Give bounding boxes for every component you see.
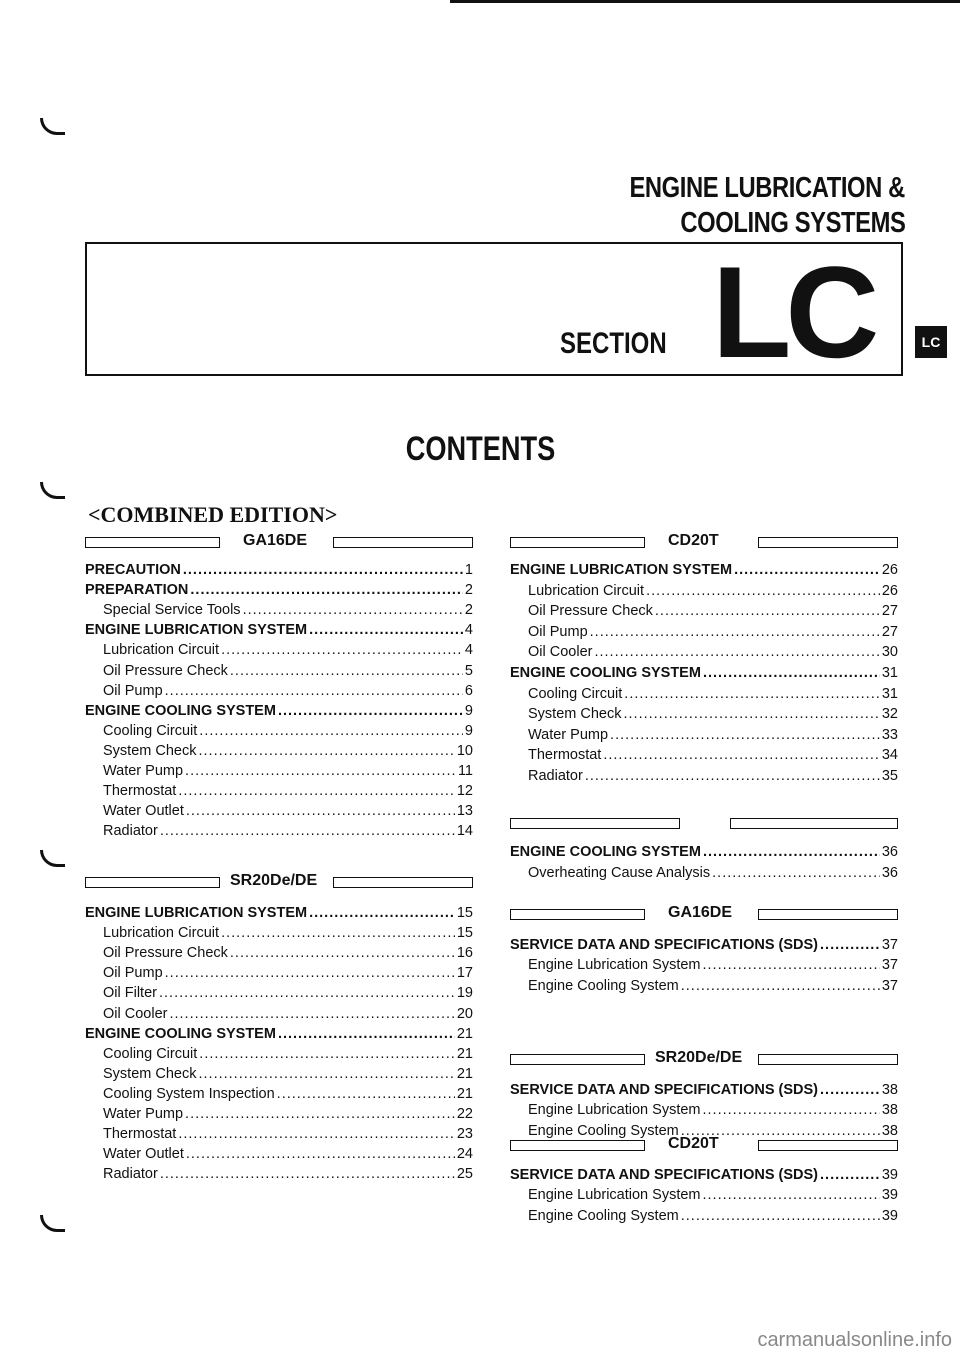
toc-entry[interactable] — [528, 745, 898, 765]
toc-group-header — [510, 1049, 898, 1069]
toc-page-number: 35 — [881, 768, 898, 784]
toc-page-number: 23 — [456, 1126, 473, 1143]
dot-leader — [820, 1080, 880, 1100]
dot-leader — [199, 1044, 455, 1064]
dot-leader — [190, 580, 463, 600]
toc-page-number: 36 — [881, 864, 898, 881]
toc-entry[interactable] — [103, 923, 473, 943]
contents-title: CONTENTS — [405, 430, 555, 468]
header-bar-right — [758, 1054, 898, 1065]
toc-entry[interactable] — [510, 1080, 898, 1100]
toc-entry[interactable] — [528, 725, 898, 745]
header-bar-right — [758, 537, 898, 548]
toc-entry[interactable] — [103, 801, 473, 821]
dot-leader — [221, 640, 463, 660]
dot-leader — [603, 745, 880, 765]
edition-label: <COMBINED EDITION> — [88, 502, 338, 527]
toc-entry-label: Oil Pump — [528, 623, 588, 640]
dot-leader — [594, 642, 879, 662]
toc-page-number: 9 — [464, 722, 473, 739]
toc-group-header — [510, 532, 898, 552]
header-bar-left — [510, 1140, 645, 1151]
toc-entry-label: Cooling System Inspection — [103, 1085, 275, 1102]
dot-leader — [198, 741, 454, 761]
top-rule — [450, 0, 960, 3]
dot-leader — [703, 842, 880, 862]
header-bar-left — [510, 1054, 645, 1065]
toc-entry-label: Cooling Circuit — [103, 1045, 198, 1062]
toc-entry-label: Water Outlet — [103, 1146, 184, 1163]
toc-entry[interactable] — [528, 1206, 898, 1226]
toc-entry-label: SERVICE DATA AND SPECIFICATIONS (SDS) — [510, 1082, 819, 1098]
toc-page-number: 19 — [456, 985, 473, 1002]
toc-entry-label: Cooling Circuit — [103, 722, 198, 739]
dot-leader — [185, 1104, 455, 1124]
toc-entry-label: ENGINE LUBRICATION SYSTEM — [85, 622, 308, 639]
toc-entry-label: Water Pump — [103, 763, 184, 779]
header-bar-left — [85, 877, 220, 888]
toc-group-header — [510, 1135, 898, 1155]
toc-entry-label: Engine Lubrication System — [528, 1102, 701, 1119]
toc-entry[interactable] — [103, 1004, 473, 1024]
toc-entry-label: Lubrication Circuit — [103, 642, 220, 659]
dot-leader — [703, 955, 880, 975]
dot-leader — [159, 983, 455, 1003]
toc-entry-label: Radiator — [103, 1166, 158, 1183]
toc-page-number: 21 — [456, 1065, 473, 1082]
toc-entry-label: Radiator — [103, 823, 158, 840]
toc-page-number: 38 — [881, 1102, 898, 1119]
toc-entry[interactable] — [528, 1185, 898, 1205]
toc-page-number: 31 — [881, 685, 898, 702]
toc-entry[interactable] — [103, 963, 473, 983]
toc-group-label: GA16DE — [243, 532, 308, 549]
toc-entry[interactable] — [103, 681, 473, 701]
toc-entry[interactable] — [103, 983, 473, 1003]
toc-entry[interactable] — [103, 1164, 473, 1184]
toc-entry-label: ENGINE COOLING SYSTEM — [85, 1025, 276, 1042]
toc-entry-label: ENGINE LUBRICATION SYSTEM — [85, 905, 308, 921]
toc-entry-label: Water Pump — [103, 1106, 184, 1122]
toc-entry[interactable] — [103, 1124, 473, 1144]
dot-leader — [183, 560, 463, 580]
toc-entry[interactable] — [103, 1104, 473, 1124]
toc-entry[interactable] — [103, 721, 473, 741]
toc-entry-label: Oil Pump — [103, 965, 163, 982]
toc-entry-label: ENGINE COOLING SYSTEM — [85, 702, 276, 719]
dot-leader — [243, 600, 463, 620]
toc-page-number: 24 — [456, 1146, 473, 1163]
toc-page-number: 37 — [881, 977, 898, 994]
toc-entry[interactable] — [103, 1064, 473, 1084]
binder-mark-icon — [40, 850, 65, 867]
header-bar-right — [333, 537, 473, 548]
toc-page-number: 9 — [464, 702, 473, 719]
toc-entry[interactable] — [103, 761, 473, 781]
dot-leader — [655, 601, 880, 621]
toc-page-number: 38 — [881, 1082, 898, 1098]
toc-page-number: 37 — [881, 937, 898, 953]
toc-entry-label: Oil Pressure Check — [103, 945, 228, 962]
dot-leader — [169, 1004, 454, 1024]
dot-leader — [624, 684, 880, 704]
toc-page-number: 25 — [456, 1166, 473, 1183]
toc-entry[interactable] — [528, 601, 898, 621]
toc-page-number: 5 — [464, 662, 473, 679]
toc-entry-label: Water Outlet — [103, 803, 184, 820]
toc-entry-label: System Check — [103, 1065, 197, 1082]
toc-entry-label: SERVICE DATA AND SPECIFICATIONS (SDS) — [510, 937, 819, 953]
toc-entry[interactable] — [85, 701, 473, 721]
dot-leader — [160, 821, 455, 841]
header-bar-right — [333, 877, 473, 888]
toc-group-header — [510, 904, 898, 924]
toc-entry-label: Thermostat — [103, 783, 177, 800]
header-bar-right — [730, 818, 898, 829]
toc-entry[interactable] — [103, 1084, 473, 1104]
toc-entry-label: Thermostat — [528, 747, 602, 764]
dot-leader — [277, 1084, 455, 1104]
toc-entry-label: Oil Cooler — [103, 1005, 168, 1022]
dot-leader — [165, 681, 463, 701]
toc-entry-label: Special Service Tools — [103, 602, 241, 619]
toc-entry[interactable] — [103, 741, 473, 761]
toc-entry[interactable] — [510, 560, 898, 580]
binder-mark-icon — [40, 482, 65, 499]
toc-entry-label: System Check — [103, 742, 197, 759]
contents-heading — [0, 430, 960, 469]
dot-leader — [590, 622, 880, 642]
toc-entry[interactable] — [528, 1100, 898, 1120]
toc-entry-label: Engine Cooling System — [528, 1122, 679, 1139]
section-title-line1: ENGINE LUBRICATION & — [629, 172, 905, 204]
toc-page-number: 30 — [881, 644, 898, 661]
dot-leader — [178, 781, 455, 801]
dot-leader — [278, 1024, 455, 1044]
toc-entry-label: PREPARATION — [85, 582, 189, 599]
dot-leader — [820, 935, 880, 955]
toc-entry-label: Overheating Cause Analysis — [528, 864, 711, 881]
toc-entry[interactable] — [103, 821, 473, 841]
toc-page-number: 21 — [456, 1085, 473, 1102]
toc-entry-label: Oil Pressure Check — [103, 662, 228, 679]
dot-leader — [199, 721, 463, 741]
toc-page-number: 38 — [881, 1122, 898, 1139]
toc-entry[interactable] — [85, 560, 473, 580]
toc-page-number: 34 — [881, 747, 898, 764]
toc-page-number: 27 — [881, 603, 898, 620]
toc-entry-label: Oil Filter — [103, 985, 157, 1002]
section-tab[interactable]: LC — [915, 326, 947, 358]
toc-entry-label: Oil Cooler — [528, 644, 593, 661]
toc-entry[interactable] — [528, 766, 898, 786]
section-code: LC — [712, 239, 874, 385]
toc-page-number: 1 — [464, 562, 473, 578]
toc-entry-label: Engine Cooling System — [528, 1207, 679, 1224]
section-title-line2: COOLING SYSTEMS — [679, 207, 905, 239]
header-bar-left — [85, 537, 220, 548]
toc-page-number: 20 — [456, 1005, 473, 1022]
toc-entry-label: Cooling Circuit — [528, 685, 623, 702]
toc-page-number: 39 — [881, 1187, 898, 1204]
toc-group-header — [85, 532, 473, 552]
toc-page-number: 39 — [881, 1167, 898, 1183]
dot-leader — [623, 704, 879, 724]
toc-entry[interactable] — [103, 600, 473, 620]
toc-page-number: 11 — [457, 763, 473, 779]
toc-entry[interactable] — [528, 955, 898, 975]
dot-leader — [186, 801, 455, 821]
toc-page-number: 2 — [464, 602, 473, 619]
toc-page-number: 26 — [881, 562, 898, 578]
dot-leader — [610, 725, 880, 745]
toc-group-label: SR20De/DE — [230, 872, 318, 889]
toc-page-number: 4 — [464, 622, 473, 639]
binder-mark-icon — [40, 118, 65, 135]
toc-entry-label: Water Pump — [528, 726, 609, 743]
toc-page-number: 33 — [881, 726, 898, 743]
dot-leader — [165, 963, 455, 983]
dot-leader — [712, 863, 880, 883]
dot-leader — [221, 923, 455, 943]
toc-entry[interactable] — [528, 581, 898, 601]
toc-page-number: 16 — [456, 945, 473, 962]
header-bar-left — [510, 909, 645, 920]
toc-page-number: 36 — [881, 844, 898, 860]
toc-entry[interactable] — [528, 704, 898, 724]
toc-entry-label: PRECAUTION — [85, 562, 181, 578]
toc-entry[interactable] — [510, 1165, 898, 1185]
toc-page-number: 17 — [456, 965, 473, 982]
toc-group-label: CD20T — [668, 532, 719, 549]
toc-entry-label: Thermostat — [103, 1126, 177, 1143]
toc-entry-label: SERVICE DATA AND SPECIFICATIONS (SDS) — [510, 1167, 819, 1183]
header-bar-right — [758, 1140, 898, 1151]
toc-entry-label: Engine Cooling System — [528, 977, 679, 994]
toc-entry-label: ENGINE LUBRICATION SYSTEM — [510, 562, 733, 578]
toc-page-number: 4 — [464, 642, 473, 659]
toc-entry-label: ENGINE COOLING SYSTEM — [510, 844, 701, 860]
toc-entry[interactable] — [103, 640, 473, 660]
toc-group-label: SR20De/DE — [655, 1049, 743, 1066]
dot-leader — [703, 663, 880, 683]
dot-leader — [309, 620, 463, 640]
toc-entry-label: Lubrication Circuit — [103, 925, 220, 942]
toc-entry[interactable] — [528, 976, 898, 996]
toc-entry[interactable] — [103, 781, 473, 801]
toc-entry-label: Radiator — [528, 768, 583, 784]
dot-leader — [646, 581, 880, 601]
toc-entry-label: System Check — [528, 706, 622, 723]
toc-entry[interactable] — [103, 1044, 473, 1064]
dot-leader — [185, 761, 456, 781]
dot-leader — [820, 1165, 880, 1185]
dot-leader — [309, 903, 455, 923]
section-label: SECTION — [560, 327, 667, 360]
dot-leader — [278, 701, 463, 721]
binder-mark-icon — [40, 1215, 65, 1232]
toc-entry-label: ENGINE COOLING SYSTEM — [510, 665, 701, 681]
toc-group-header — [510, 813, 898, 833]
toc-group-label: CD20T — [668, 1135, 719, 1152]
dot-leader — [230, 661, 463, 681]
toc-page-number: 27 — [881, 623, 898, 640]
toc-entry[interactable] — [85, 580, 473, 600]
toc-page-number: 21 — [456, 1025, 473, 1042]
dot-leader — [703, 1100, 880, 1120]
toc-page-number: 2 — [464, 582, 473, 599]
toc-entry[interactable] — [85, 620, 473, 640]
dot-leader — [198, 1064, 454, 1084]
header-bar-left — [510, 818, 680, 829]
toc-entry[interactable] — [85, 903, 473, 923]
toc-page-number: 15 — [456, 905, 473, 921]
toc-entry[interactable] — [528, 684, 898, 704]
dot-leader — [160, 1164, 455, 1184]
toc-entry[interactable] — [103, 943, 473, 963]
toc-entry[interactable] — [528, 622, 898, 642]
toc-page-number: 37 — [881, 957, 898, 974]
toc-page-number: 6 — [464, 682, 473, 699]
toc-entry[interactable] — [510, 935, 898, 955]
header-bar-right — [758, 909, 898, 920]
dot-leader — [703, 1185, 880, 1205]
toc-entry[interactable] — [103, 1144, 473, 1164]
toc-page-number: 26 — [881, 582, 898, 599]
toc-entry-label: Engine Lubrication System — [528, 1187, 701, 1204]
toc-entry[interactable] — [510, 663, 898, 683]
dot-leader — [585, 766, 880, 786]
toc-page-number: 39 — [881, 1207, 898, 1224]
toc-entry[interactable] — [510, 842, 898, 862]
toc-entry-label: Engine Lubrication System — [528, 957, 701, 974]
watermark: carmanualsonline.info — [757, 1329, 952, 1351]
dot-leader — [681, 976, 880, 996]
dot-leader — [186, 1144, 455, 1164]
toc-entry[interactable] — [528, 642, 898, 662]
toc-entry-label: Oil Pump — [103, 682, 163, 699]
toc-entry-label: Oil Pressure Check — [528, 603, 653, 620]
toc-entry[interactable] — [103, 661, 473, 681]
dot-leader — [230, 943, 455, 963]
toc-entry[interactable] — [528, 863, 898, 883]
dot-leader — [734, 560, 880, 580]
header-bar-left — [510, 537, 645, 548]
toc-page-number: 32 — [881, 706, 898, 723]
toc-page-number: 13 — [456, 803, 473, 820]
toc-page-number: 14 — [456, 823, 473, 840]
toc-page-number: 21 — [456, 1045, 473, 1062]
toc-entry[interactable] — [85, 1024, 473, 1044]
toc-page-number: 31 — [881, 665, 898, 681]
toc-page-number: 10 — [456, 742, 473, 759]
toc-page-number: 12 — [456, 783, 473, 800]
toc-page-number: 22 — [456, 1106, 473, 1122]
toc-group-label: GA16DE — [668, 904, 733, 921]
dot-leader — [681, 1206, 880, 1226]
toc-group-header — [85, 872, 473, 892]
dot-leader — [178, 1124, 455, 1144]
toc-page-number: 15 — [456, 925, 473, 942]
toc-entry-label: Lubrication Circuit — [528, 582, 645, 599]
